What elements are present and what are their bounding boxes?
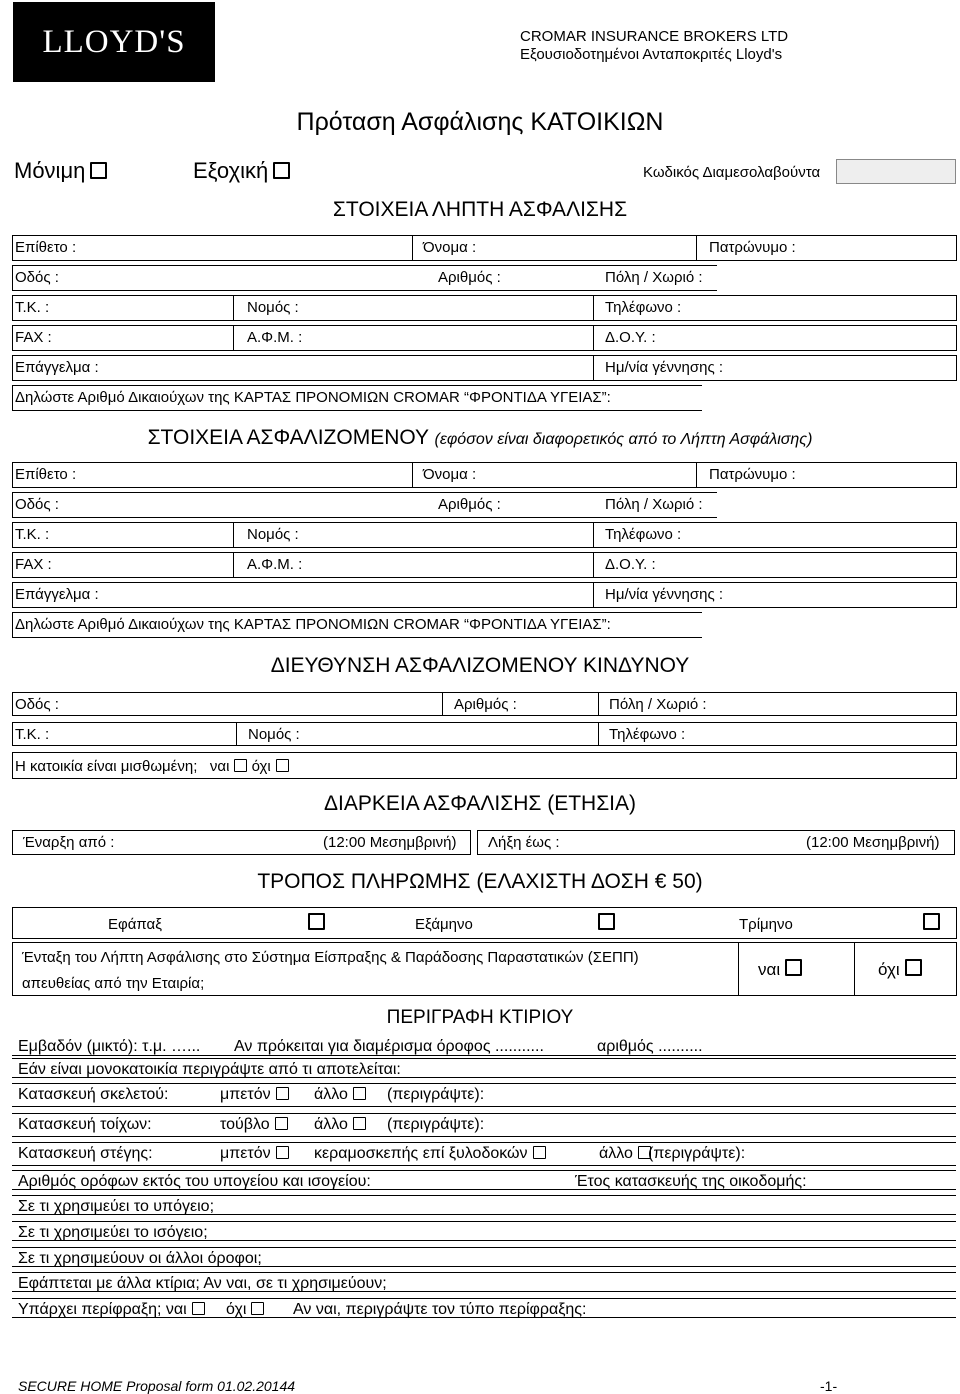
phone-label: Τηλέφωνο : [605,526,682,543]
insured-title-text: ΣΤΟΙΧΕΙΑ ΑΣΦΑΛΙΖΟΜΕΝΟΥ [147,426,429,449]
payment-row [12,907,957,939]
detail-row[interactable] [12,325,957,351]
dob-label: Ημ/νία γέννησης : [605,586,724,603]
end-noon: (12:00 Μεσημβρινή) [806,834,940,851]
building-field-text: (περιγράψτε): [387,1086,485,1103]
building-checkbox[interactable] [533,1146,546,1159]
building-field-text: κεραμοσκεπής επί ξυλοδοκών [314,1145,528,1162]
phone-label: Τηλέφωνο : [609,726,686,743]
building-field [18,1275,387,1293]
building-field-text: όχι [226,1301,247,1318]
building-field-text: τούβλο [220,1116,270,1133]
broker-code-input[interactable] [836,159,956,184]
divider [233,296,234,320]
building-row[interactable] [12,1298,956,1318]
divider [598,723,599,745]
building-row[interactable] [12,1195,956,1215]
payment-title: ΤΡΟΠΟΣ ΠΛΗΡΩΜΗΣ (ΕΛΑΧΙΣΤΗ ΔΟΣΗ € 50) [257,870,703,893]
lump-checkbox-wrap[interactable] [303,913,325,933]
detail-row[interactable] [12,522,957,548]
building-field [314,1086,366,1104]
divider [412,236,413,260]
quarter-option[interactable] [739,916,793,933]
building-row[interactable] [12,1170,956,1190]
divider [696,236,697,260]
building-field [220,1116,288,1134]
detail-row[interactable] [12,385,702,411]
risk-street-row[interactable] [12,692,957,716]
building-row[interactable] [12,1221,956,1241]
building-field-text: Εφάπτεται με άλλα κτίρια; Αν ναι, σε τι χρησιμεύουν; [18,1275,387,1292]
fax-label: FAX : [15,329,52,346]
building-field [597,1038,703,1056]
divider [233,523,234,547]
building-field-text: Αριθμός ορόφων εκτός του υπογείου και ισογείου: [18,1173,371,1190]
sepp-question-2: απευθείας από την Εταιρία; [22,975,205,992]
quarter-label: Τρίμηνο [739,916,793,933]
lump-option[interactable] [108,916,162,933]
building-field-text: Αν ναι, περιγράψτε τον τύπο περίφραξης: [293,1301,587,1318]
postcode-label: Τ.Κ. : [15,526,50,543]
building-field-text: Εάν είναι μονοκατοικία περιγράψτε από τι αποτελείται: [18,1061,401,1078]
building-field-text: άλλο [599,1145,633,1162]
rented-label: Η κατοικία είναι μισθωμένη; [15,758,198,775]
insured-note: (εφόσον είναι διαφορετικός από το Λήπτη Ασφάλισης) [434,431,813,448]
building-field [314,1116,366,1134]
end-label: Λήξη έως : [488,834,560,851]
city-label: Πόλη / Χωριό : [605,269,703,286]
building-field [220,1086,289,1104]
building-field-text: Σε τι χρησιμεύουν οι άλλοι όροφοι; [18,1250,262,1267]
lump-checkbox[interactable] [308,913,325,930]
rented-row [12,752,957,779]
building-field [293,1301,586,1319]
end-date-field[interactable] [477,830,955,855]
fax-label: FAX : [15,556,52,573]
building-field [648,1145,745,1163]
divider [442,693,443,715]
tax-office-label: Δ.Ο.Υ. : [605,556,656,573]
building-field-text: Υπάρχει περίφραξη; ναι [18,1301,187,1318]
sepp-question-1: Ένταξη του Λήπτη Ασφάλισης στο Σύστημα Είσπραξης & Παράδοσης Παραστατικών (ΣΕΠΠ) [22,949,639,966]
name-label: Όνομα : [423,466,477,483]
divider [593,356,594,380]
building-field-text: Κατασκευή σκελετού: [18,1086,169,1103]
number-label: Αριθμός : [438,496,501,513]
building-field [234,1038,544,1056]
building-field-text: Κατασκευή τοίχων: [18,1116,152,1133]
building-field [387,1086,484,1104]
district-label: Νομός : [247,299,299,316]
building-field-text: (περιγράψτε): [648,1145,746,1162]
divider [412,463,413,487]
building-checkbox[interactable] [353,1117,366,1130]
duration-title: ΔΙΑΡΚΕΙΑ ΑΣΦΑΛΙΣΗΣ (ΕΤΗΣΙΑ) [323,792,637,815]
building-row[interactable] [12,1272,956,1292]
detail-row[interactable] [12,552,957,578]
building-field [18,1145,153,1163]
building-row[interactable] [12,1036,956,1056]
divider [236,723,237,745]
detail-row[interactable] [12,355,957,381]
permanent-option[interactable]: Μόνιμη [14,158,107,184]
father-label: Πατρώνυμο : [709,466,796,483]
building-field [575,1173,807,1191]
company-block [520,28,788,64]
building-checkbox[interactable] [353,1087,366,1100]
building-field-text: άλλο [314,1086,348,1103]
building-row[interactable] [12,1247,956,1267]
start-label: Έναρξη από : [23,834,115,851]
company-name: CROMAR INSURANCE BROKERS LTD [520,28,789,45]
divider [854,943,855,995]
building-field [18,1086,169,1104]
quarter-checkbox-wrap[interactable] [918,913,940,933]
divider [593,523,594,547]
start-noon: (12:00 Μεσημβρινή) [323,834,457,851]
divider [593,326,594,350]
building-checkbox[interactable] [192,1302,205,1315]
detail-row[interactable] [12,612,702,638]
divider [593,296,594,320]
insured-title [0,426,960,450]
rented-yes-label: ναι [209,758,230,775]
semi-label: Εξάμηνο [415,916,473,933]
quarter-checkbox[interactable] [923,913,940,930]
sepp-yes-label: ναι [758,960,781,979]
postcode-label: Τ.Κ. : [15,299,50,316]
page-number: -1- [820,1378,838,1394]
district-label: Νομός : [248,726,300,743]
start-date-field[interactable] [12,830,471,855]
building-field-text: αριθμός .......... [597,1038,703,1055]
building-row[interactable] [12,1083,956,1107]
building-field-text: Εμβαδόν (μικτό): τ.μ. …... [18,1038,201,1055]
divider [696,463,697,487]
street-label: Οδός : [15,269,59,286]
sepp-no[interactable] [878,959,922,980]
divider [593,553,594,577]
profession-label: Επάγγελμα : [15,359,99,376]
card-label: Δηλώστε Αριθμό Δικαιούχων της ΚΑΡΤΑΣ ΠΡΟΝΟΜΙΩΝ CROMAR “ΦΡΟΝΤΙΔΑ ΥΓΕΙΑΣ”: [15,616,611,633]
sepp-row [12,942,957,996]
building-field [226,1301,264,1319]
divider [233,326,234,350]
building-checkbox[interactable] [275,1117,288,1130]
sepp-no-checkbox[interactable] [905,959,922,976]
divider [593,583,594,607]
detail-row[interactable] [12,462,957,488]
building-field-text: μπετόν [220,1086,271,1103]
sepp-yes-checkbox[interactable] [785,959,802,976]
holiday-option[interactable]: Εξοχική [193,158,290,184]
risk-postcode-row[interactable] [12,722,957,746]
detail-row[interactable] [12,235,957,261]
father-label: Πατρώνυμο : [709,239,796,256]
semi-option[interactable] [415,916,473,933]
building-field [599,1145,651,1163]
building-field-text: Αν πρόκειται για διαμέρισμα όροφος ........... [234,1038,544,1055]
building-field [18,1061,401,1079]
rented-yes-checkbox[interactable] [234,759,247,772]
detail-row[interactable] [12,492,717,518]
street-label: Οδός : [15,496,59,513]
rented-no-label: όχι [251,758,271,775]
building-field-text: Σε τι χρησιμεύει το υπόγειο; [18,1198,215,1215]
building-field [18,1173,371,1191]
semi-checkbox[interactable] [598,913,615,930]
building-row[interactable] [12,1113,956,1137]
policyholder-title: ΣΤΟΙΧΕΙΑ ΛΗΠΤΗ ΑΣΦΑΛΙΣΗΣ [332,198,628,221]
divider [598,693,599,715]
building-field [18,1038,200,1056]
building-field-text: Σε τι χρησιμεύει το ισόγειο; [18,1224,208,1241]
surname-label: Επίθετο : [15,239,77,256]
building-field-text: (περιγράψτε): [387,1116,485,1133]
company-subtitle: Εξουσιοδοτημένοι Ανταποκριτές Lloyd's [520,46,783,63]
lump-label: Εφάπαξ [108,916,162,933]
tax-office-label: Δ.Ο.Υ. : [605,329,656,346]
building-field [220,1145,289,1163]
vat-label: Α.Φ.Μ. : [247,556,303,573]
holiday-checkbox[interactable] [273,162,290,179]
card-label: Δηλώστε Αριθμό Δικαιούχων της ΚΑΡΤΑΣ ΠΡΟΝΟΜΙΩΝ CROMAR “ΦΡΟΝΤΙΔΑ ΥΓΕΙΑΣ”: [15,389,611,406]
building-field [18,1224,208,1242]
building-row[interactable] [12,1142,956,1166]
detail-row[interactable] [12,265,717,291]
dob-label: Ημ/νία γέννησης : [605,359,724,376]
city-label: Πόλη / Χωριό : [605,496,703,513]
surname-label: Επίθετο : [15,466,77,483]
building-field-text: άλλο [314,1116,348,1133]
broker-code-label: Κωδικός Διαμεσολαβούντα [643,164,821,181]
sepp-no-label: όχι [878,960,900,979]
building-field [18,1116,152,1134]
building-row[interactable] [12,1058,956,1078]
building-field [314,1145,546,1163]
building-field-text: Κατασκευή στέγης: [18,1145,153,1162]
building-field [18,1301,205,1319]
divider [738,943,739,995]
number-label: Αριθμός : [438,269,501,286]
rented-question [15,758,289,775]
divider [233,553,234,577]
page-title: Πρόταση Ασφάλισης ΚΑΤΟΙΚΙΩΝ [296,108,664,136]
permanent-checkbox[interactable] [90,162,107,179]
profession-label: Επάγγελμα : [15,586,99,603]
form-footer: SECURE HOME Proposal form 01.02.20144 [18,1378,296,1394]
detail-row[interactable] [12,582,957,608]
building-field [18,1198,214,1216]
detail-row[interactable] [12,295,957,321]
street-label: Οδός : [15,696,59,713]
phone-label: Τηλέφωνο : [605,299,682,316]
sepp-yes[interactable] [758,959,802,980]
risk-title: ΔΙΕΥΘΥΝΣΗ ΑΣΦΑΛΙΖΟΜΕΝΟΥ ΚΙΝΔΥΝΟΥ [270,654,690,677]
building-checkbox[interactable] [276,1087,289,1100]
number-label: Αριθμός : [454,696,517,713]
rented-no-checkbox[interactable] [276,759,289,772]
building-title: ΠΕΡΙΓΡΑΦΗ ΚΤΙΡΙΟΥ [386,1007,574,1028]
building-field-text: Έτος κατασκευής της οικοδομής: [575,1173,807,1190]
building-field [18,1250,262,1268]
vat-label: Α.Φ.Μ. : [247,329,303,346]
building-checkbox[interactable] [276,1146,289,1159]
postcode-label: Τ.Κ. : [15,726,50,743]
name-label: Όνομα : [423,239,477,256]
semi-checkbox-wrap[interactable] [593,913,615,933]
building-field-text: μπετόν [220,1145,271,1162]
district-label: Νομός : [247,526,299,543]
building-checkbox[interactable] [251,1302,264,1315]
city-label: Πόλη / Χωριό : [609,696,707,713]
building-field [387,1116,484,1134]
lloyds-logo: LLOYD'S [13,2,215,82]
